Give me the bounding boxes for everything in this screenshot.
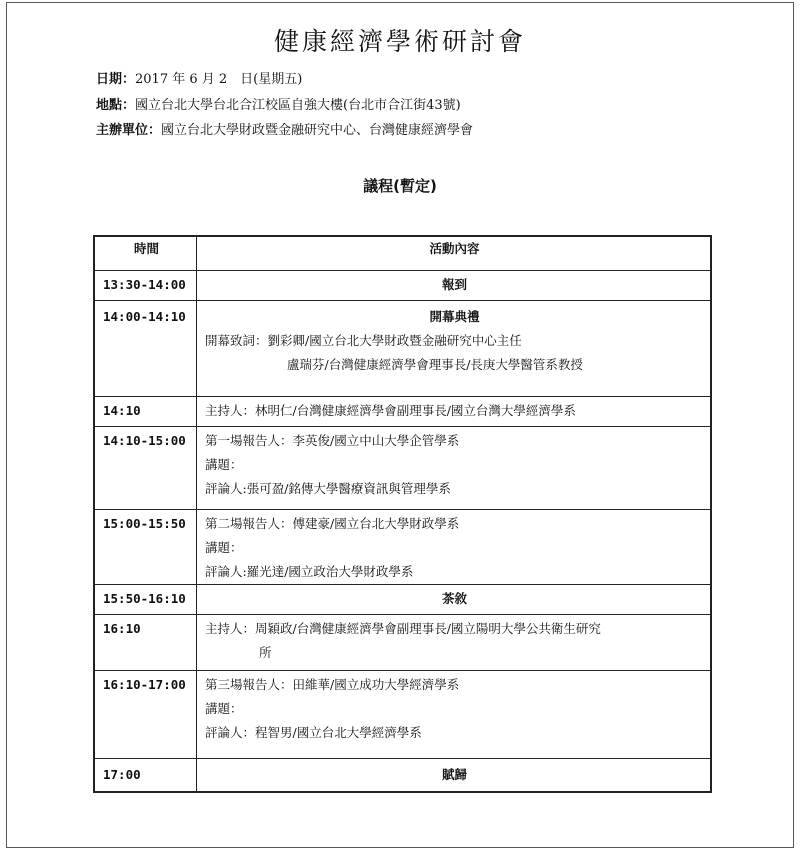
organizer-value: 國立台北大學財政暨金融研究中心、台灣健康經濟學會 xyxy=(161,123,474,138)
row-line: 第三場報告人：田維華/國立成功大學經濟學系 xyxy=(205,676,460,692)
row-line: 評論人:羅光達/國立政治大學財政學系 xyxy=(205,563,414,579)
row-time: 15:50-16:10 xyxy=(94,584,197,614)
row-line: 開幕致詞：劉彩卿/國立台北大學財政暨金融研究中心主任 xyxy=(205,332,522,348)
row-line: 講題： xyxy=(205,539,243,555)
schedule-table xyxy=(93,235,712,793)
table-row xyxy=(94,396,711,426)
row-line: 所 xyxy=(259,644,272,660)
date-label: 日期： xyxy=(96,72,136,87)
row-time: 15:00-15:50 xyxy=(94,509,197,584)
organizer-line xyxy=(96,119,473,138)
row-line: 主持人：周穎政/台灣健康經濟學會副理事長/國立陽明大學公共衛生研究 xyxy=(205,620,601,636)
table-row xyxy=(94,670,711,758)
row-line: 講題： xyxy=(205,700,243,716)
row-activity xyxy=(197,670,712,758)
row-time: 14:10-15:00 xyxy=(94,426,197,509)
row-activity xyxy=(197,614,712,670)
table-row xyxy=(94,509,711,584)
header-activity: 活動內容 xyxy=(197,236,712,270)
organizer-label: 主辦單位： xyxy=(96,123,162,138)
venue-label: 地點： xyxy=(96,98,136,113)
row-activity: 賦歸 xyxy=(197,758,712,792)
row-activity: 主持人：林明仁/台灣健康經濟學會副理事長/國立台灣大學經濟學系 xyxy=(197,396,712,426)
row-line: 盧瑞芬/台灣健康經濟學會理事長/長庚大學醫管系教授 xyxy=(287,356,583,372)
row-time: 14:10 xyxy=(94,396,197,426)
venue-value: 國立台北大學台北合江校區自強大樓(台北市合江街43號) xyxy=(135,98,461,113)
table-row xyxy=(94,758,711,792)
row-time: 14:00-14:10 xyxy=(94,300,197,396)
table-row xyxy=(94,426,711,509)
document-title: 健康經濟學術研討會 xyxy=(273,27,526,56)
row-time: 16:10 xyxy=(94,614,197,670)
table-row xyxy=(94,584,711,614)
row-line: 評論人：程智男/國立台北大學經濟學系 xyxy=(205,724,422,740)
row-time: 17:00 xyxy=(94,758,197,792)
table-row xyxy=(94,614,711,670)
row-title: 開幕典禮 xyxy=(429,308,480,324)
date-line xyxy=(96,68,302,87)
date-value: 2017 年 6 月 2 日(星期五) xyxy=(135,72,303,87)
row-activity xyxy=(197,426,712,509)
row-time: 13:30-14:00 xyxy=(94,270,197,300)
row-line: 評論人:張可盈/銘傳大學醫療資訊與管理學系 xyxy=(205,480,451,496)
row-line: 第一場報告人：李英俊/國立中山大學企管學系 xyxy=(205,432,460,448)
row-activity xyxy=(197,300,712,396)
row-line: 講題： xyxy=(205,456,243,472)
row-activity: 報到 xyxy=(197,270,712,300)
row-activity: 茶敘 xyxy=(197,584,712,614)
row-line: 第二場報告人：傅建豪/國立台北大學財政學系 xyxy=(205,515,460,531)
table-header-row xyxy=(94,236,711,270)
table-row xyxy=(94,300,711,396)
table-row xyxy=(94,270,711,300)
row-time: 16:10-17:00 xyxy=(94,670,197,758)
venue-line xyxy=(96,94,461,113)
agenda-title: 議程(暫定) xyxy=(363,177,437,195)
row-activity xyxy=(197,509,712,584)
header-time: 時間 xyxy=(94,236,197,270)
